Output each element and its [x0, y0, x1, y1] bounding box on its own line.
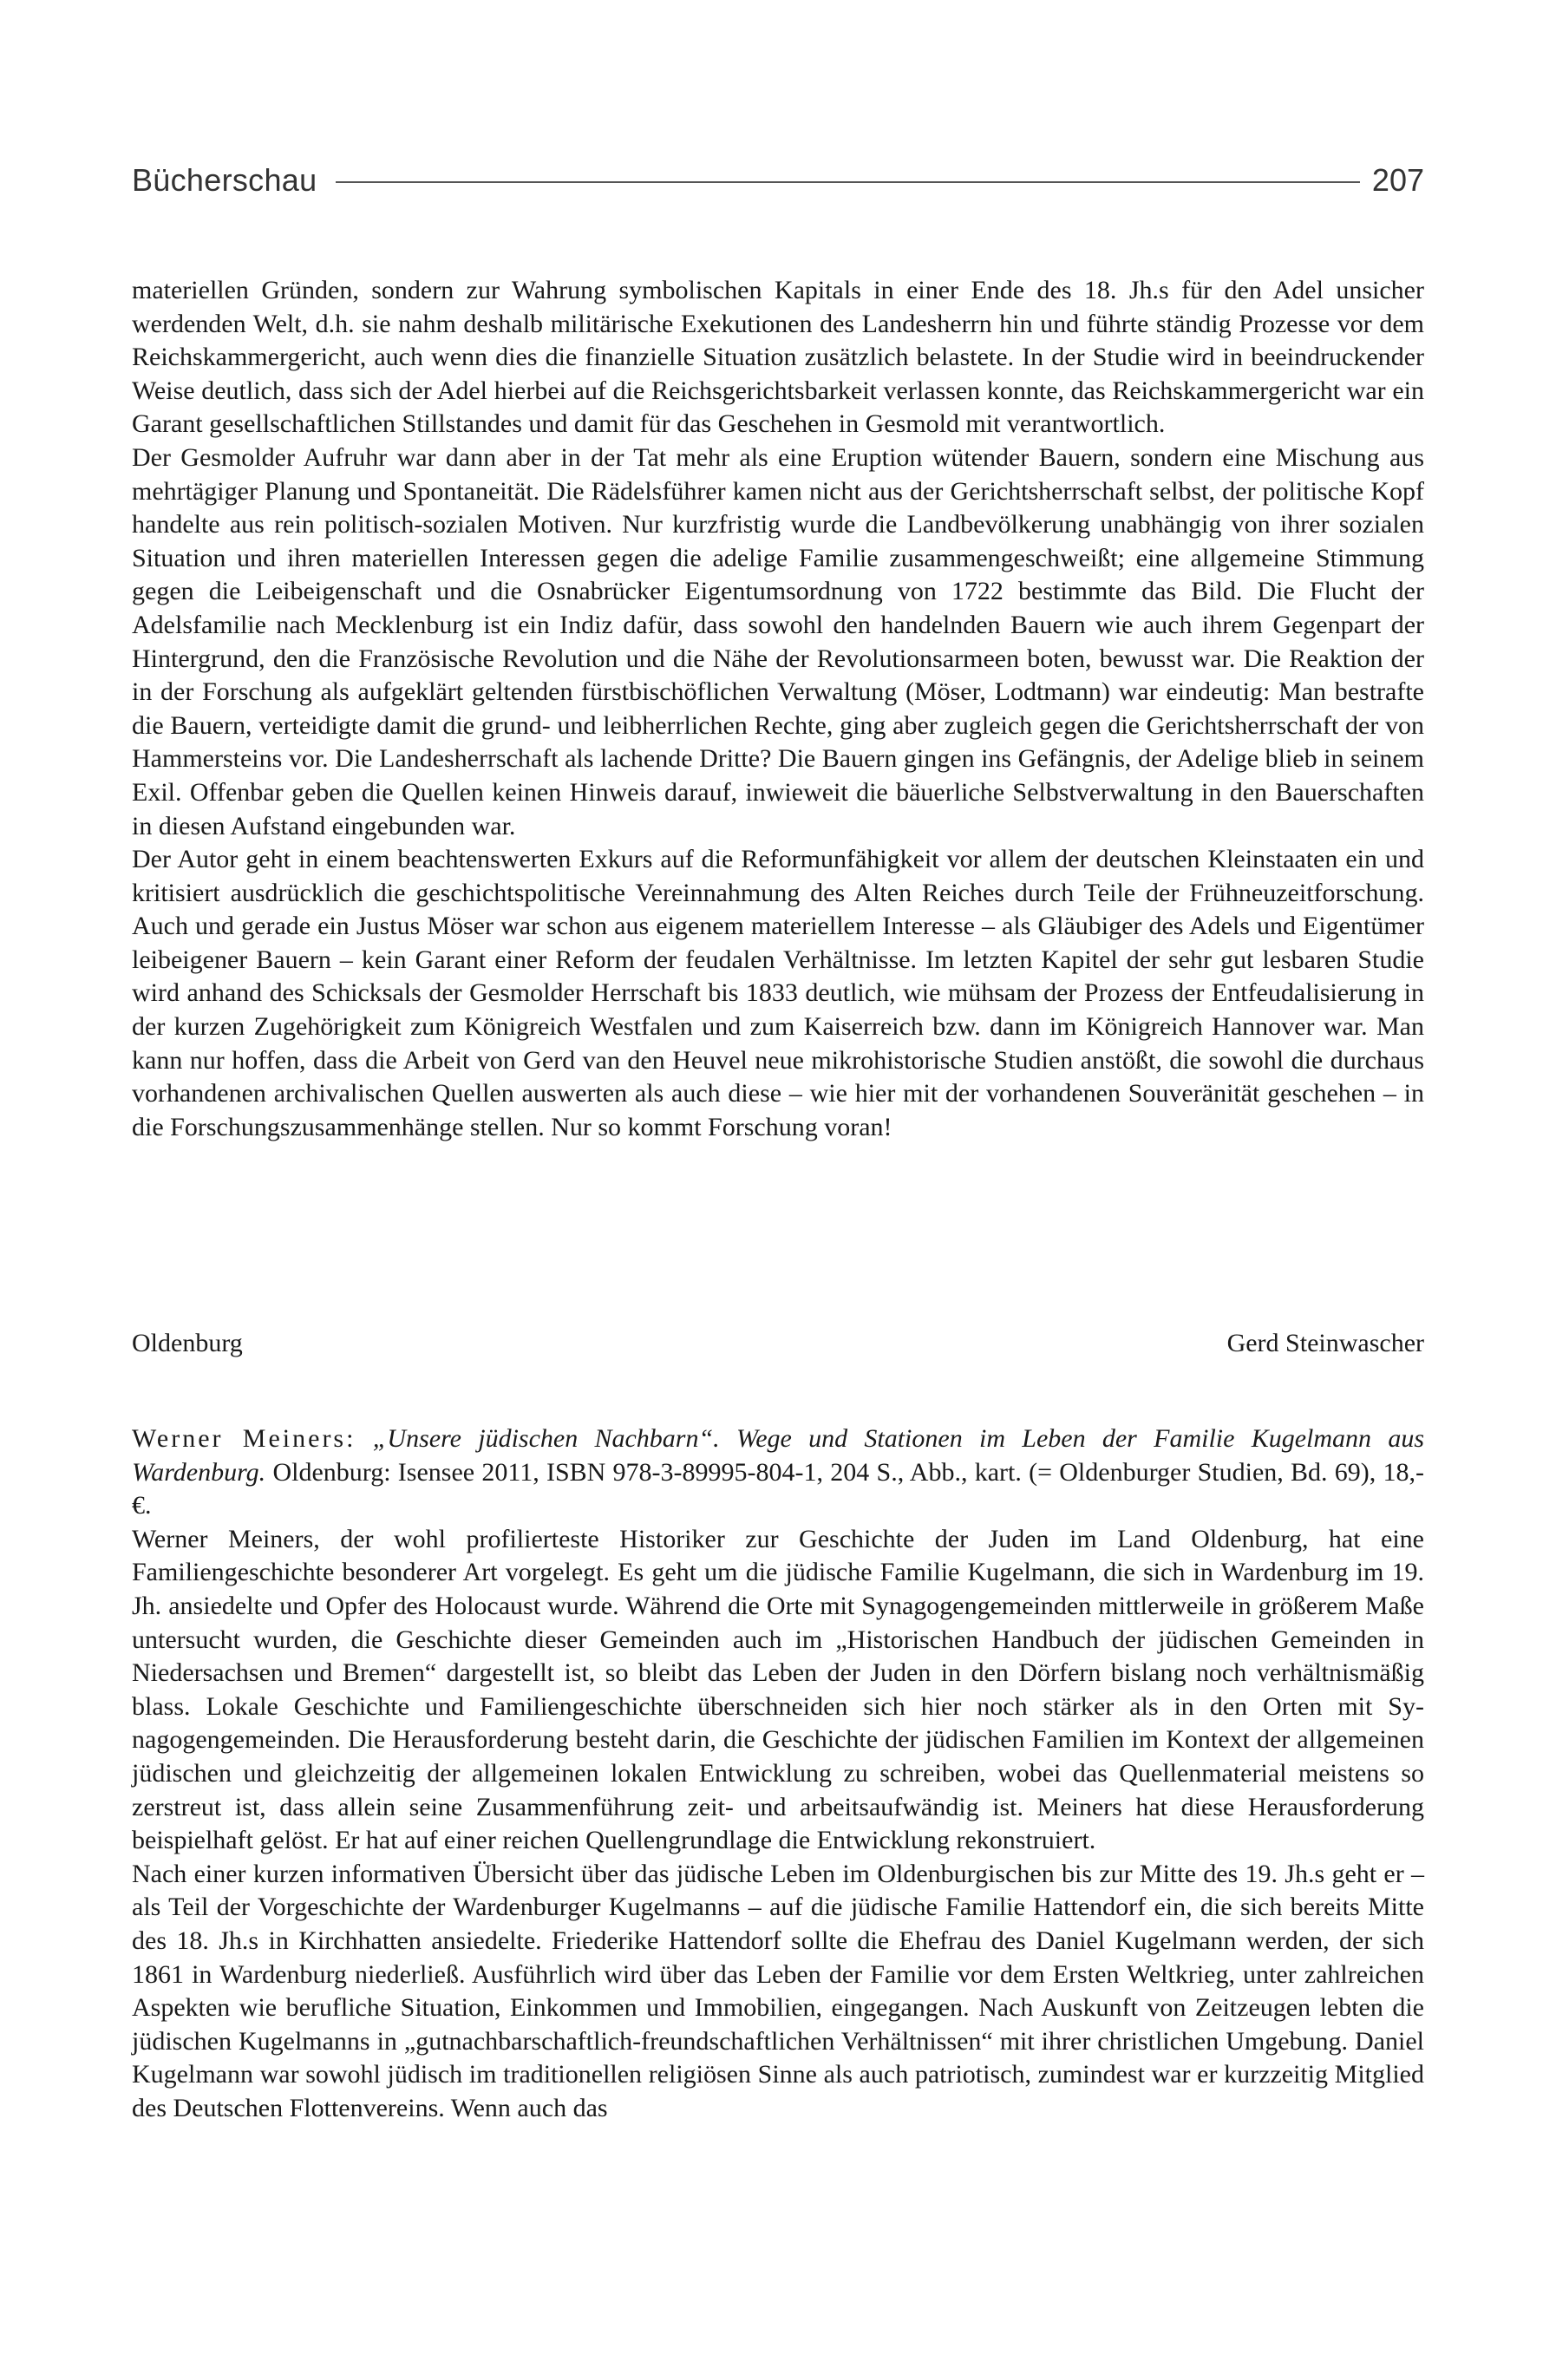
header-rule [336, 181, 1359, 183]
section-title: Bücherschau [132, 162, 317, 198]
review-signature [132, 1327, 1424, 1361]
paragraph: Der Autor geht in einem beachtenswerten Exkurs auf die Reformunfähigkeit vor allem der deutschen Kleinstaaten ein und kritisiert ausdrücklich die geschichtspolitische Vereinnahmung des Alten Reiches durch Teile der Frühneuzeitforschung. Auch und gerade ein Justus Möser war schon aus eigenem materiellem Interesse – als Gläubiger des Adels und Eigentümer leibeigener Bauern – kein Garant einer Reform der feudalen Verhältnisse. Im letzten Kapitel der sehr gut lesbaren Studie wird anhand des Schicksals der Gesmolder Herrschaft bis 1833 deutlich, wie mühsam der Prozess der Entfeudalisierung in der kurzen Zugehörigkeit zum Königreich Westfalen und zum Kaiserreich bzw. dann im Königreich Hannover war. Man kann nur hoffen, dass die Arbeit von Gerd van den Heuvel neue mikrohistorische Studien anstößt, die sowohl die durchaus vorhandenen archivalischen Quellen auswerten als auch diese – wie hier mit der vorhandenen Souveränität geschehen – in die Forschungszusammenhänge stellen. Nur so kommt Forschung voran! [132, 845, 1424, 1141]
paragraph: Nach einer kurzen informativen Übersicht über das jüdische Leben im Oldenburgischen bis zur Mitte des 19. Jh.s geht er – als Teil der Vorgeschichte der Wardenburger Kugelmanns – auf die jüdische Familie Hattendorf ein, die sich bereits Mitte des 18. Jh.s in Kirchhatten ansiedelte. Friederike Hattendorf sollte die Ehefrau des Daniel Kugelmann werden, der sich 1861 in Wardenburg niederließ. Ausführlich wird über das Leben der Familie vor dem Ersten Weltkrieg, unter zahlreichen Aspekten wie berufliche Situation, Einkommen und Immobilien, eingegangen. Nach Auskunft von Zeitzeugen lebten die jüdischen Kugelmanns in „gutnachbarschaftlich-freundschaftlichen Verhältnissen“ mit ihrer christlichen Umgebung. Daniel Kugelmann war sowohl jüdisch im traditionellen religiösen Sinne als auch patriotisch, zumindest war er kurzzeitig Mitglied des Deutschen Flottenvereins. Wenn auch das [132, 1859, 1424, 2122]
reviewed-title: „Unsere jüdischen Nachbarn“. Wege und Stationen im Leben der Familie Kugelmann aus Wardenburg. [132, 1424, 1424, 1487]
signature-name: Gerd Steinwascher [1226, 1329, 1424, 1357]
review-1-body [132, 274, 1424, 1144]
paragraph: Der Gesmolder Aufruhr war dann aber in der Tat mehr als eine Eruption wütender Bauern, sondern eine Mischung aus mehrtägiger Planung und Spontaneität. Die Rädelsführer kamen nicht aus der Gerichtsherrschaft selbst, der politische Kopf handelte aus rein politisch-sozialen Motiven. Nur kurzfristig wurde die Landbevölkerung unabhängig von ihrer sozialen Situation und ihren materiellen Interessen gegen die adelige Familie zusammengeschweißt; eine allgemeine Stimmung gegen die Leibeigenschaft und die Osnabrücker Eigentumsordnung von 1722 bestimmte das Bild. Die Flucht der Adelsfamilie nach Mecklenburg ist ein Indiz dafür, dass sowohl den handelnden Bauern wie auch ihrem Gegenpart der Hintergrund, den die Französische Revolution und die Nähe der Revolutionsarmeen boten, bewusst war. Die Reaktion der in der Forschung als aufgeklärt geltenden fürstbischöflichen Verwaltung (Möser, Lodtmann) war eindeutig: Man bestrafte die Bauern, verteidigte damit die grund- und leibherrlichen Rechte, ging aber zugleich gegen die Gerichtsherrschaft der von Hammersteins vor. Die Landesherrschaft als lachende Dritte? Die Bauern gingen ins Gefängnis, der Adelige blieb in seinem Exil. Offenbar geben die Quellen keinen Hinweis darauf, inwieweit die bäuerliche Selbstverwaltung in den Bauerschaften in diesen Aufstand eingebunden war. [132, 442, 1424, 840]
running-header [132, 154, 1424, 206]
paragraph: materiellen Gründen, sondern zur Wahrung symbolischen Kapitals in einer Ende des 18. Jh.s für den Adel unsicher werdenden Welt, d.h. sie nahm deshalb militärische Exekutionen des Landesherrn hin und führte ständig Prozesse vor dem Reichskammergericht, auch wenn dies die finanzielle Situation zusätzlich belastete. In der Studie wird in beeindruckender Weise deutlich, dass sich der Adel hierbei auf die Reichsgerichtsbarkeit verlassen konnte, das Reichskammergericht war ein Garant gesellschaftlichen Stillstandes und damit für das Geschehen in Gesmold mit verantwortlich. [132, 276, 1424, 439]
signature-place: Oldenburg [132, 1329, 243, 1357]
review-2 [132, 1422, 1424, 2125]
paragraph: Werner Meiners, der wohl profilierteste Historiker zur Geschichte der Juden im Land Oldenburg, hat eine Familiengeschichte besonderer Art vorgelegt. Es geht um die jüdische Familie Kugelmann, die sich in Wardenburg im 19. Jh. ansiedelte und Opfer des Holocaust wurde. Während die Orte mit Synagogengemeinden mittlerweile in größerem Maße untersucht wurden, die Geschichte dieser Gemeinden auch im „Historischen Handbuch der jüdischen Gemeinden in Niedersachsen und Bremen“ dargestellt ist, so bleibt das Leben der Juden in den Dörfern bislang noch verhältnismäßig blass. Lokale Geschichte und Familiengeschichte überschneiden sich hier noch stärker als in den Orten mit Synagogengemeinden. Die Herausforderung besteht darin, die Geschichte der jüdischen Familien im Kontext der allgemeinen jüdischen und gleichzeitig der allgemeinen lokalen Entwicklung zu schreiben, wobei das Quellenmaterial meistens so zerstreut ist, dass allein seine Zusammenführung zeit- und arbeitsaufwändig ist. Meiners hat diese Herausforderung beispielhaft gelöst. Er hat auf einer reichen Quellengrundlage die Entwicklung rekonstruiert. [132, 1524, 1424, 1855]
citation [132, 1422, 1424, 1523]
page-number: 207 [1371, 162, 1424, 198]
reviewed-author: Werner Meiners: [132, 1424, 356, 1453]
bibliographic-details: Oldenburg: Isensee 2011, ISBN 978-3-89995-804-1, 204 S., Abb., kart. (= Oldenburger Studien, Bd. 69), 18,- €. [132, 1457, 1424, 1520]
